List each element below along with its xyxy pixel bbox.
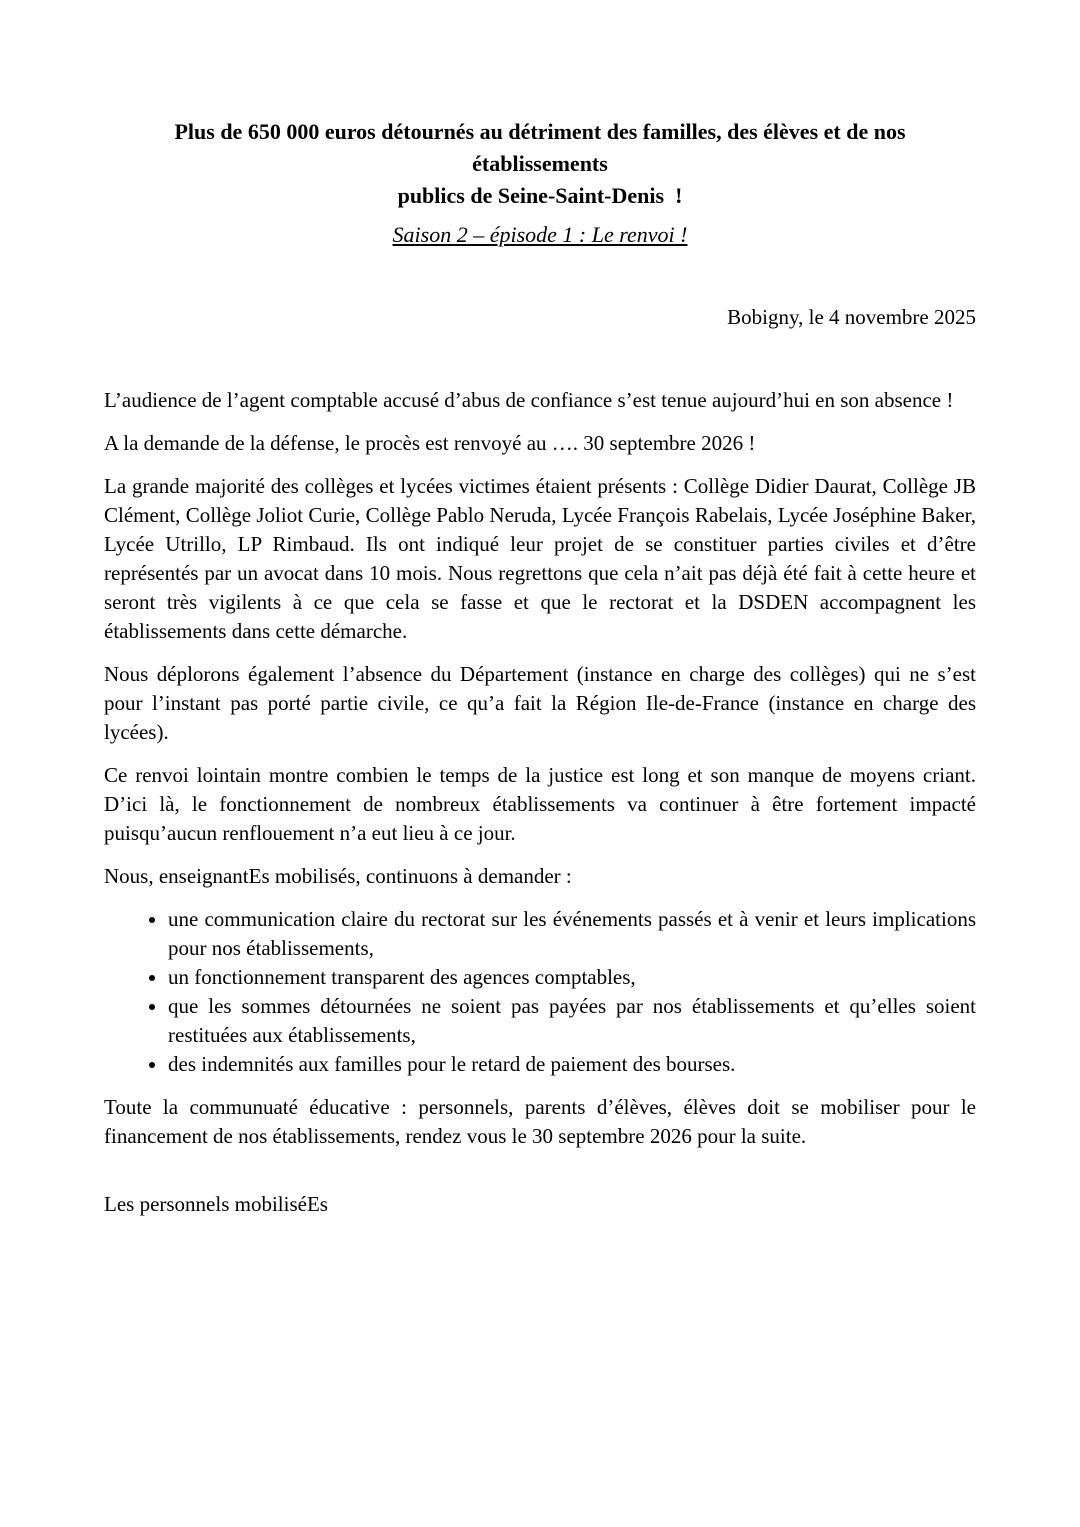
paragraph-mobilisation: Toute la communuaté éducative : personnels, parents d’élèves, élèves doit se mobiliser pour le financement de nos établissements, rendez vous le 30 septembre 2026 pour la suite. bbox=[104, 1095, 976, 1148]
paragraph-demandes-intro: Nous, enseignantEs mobilisés, continuons à demander : bbox=[104, 864, 572, 888]
demands-list bbox=[104, 905, 976, 1079]
title-line-2: publics de Seine-Saint-Denis ! bbox=[397, 183, 683, 208]
paragraph-etablissements-victimes: La grande majorité des collèges et lycées victimes étaient présents : Collège Didier Daurat, Collège JB Clément, Collège Joliot Curie, Collège Pablo Neruda, Lycée François Rabelais, Lycée Joséphine Baker, Lycée Utrillo, LP Rimbaud. Ils ont indiqué leur projet de se constituer parties civiles et d’être représentés par un avocat dans 10 mois. Nous regrettons que cela n’ait pas déjà été fait à cette heure et seront très vigilents à ce que cela se fasse et que le rectorat et la DSDEN accompagnent les établissements dans cette démarche. bbox=[104, 474, 976, 643]
dateline: Bobigny, le 4 novembre 2025 bbox=[727, 305, 976, 329]
demand-item-fonctionnement: • un fonctionnement transparent des agences comptables, bbox=[168, 963, 976, 992]
document-subtitle bbox=[104, 219, 976, 251]
demand-item-sommes: • que les sommes détournées ne soient pas payées par nos établissements et qu’elles soient restituées aux établissements, bbox=[168, 992, 976, 1050]
paragraph-justice: Ce renvoi lointain montre combien le temps de la justice est long et son manque de moyens criant. D’ici là, le fonctionnement de nombreux établissements va continuer à être fortement impacté puisqu’aucun renflouement n’a eut lieu à ce jour. bbox=[104, 763, 976, 845]
paragraph-audience: L’audience de l’agent comptable accusé d’abus de confiance s’est tenue aujourd’hui en son absence ! bbox=[104, 388, 954, 412]
subtitle-text: Saison 2 – épisode 1 : Le renvoi ! bbox=[392, 222, 688, 247]
paragraph-renvoi: A la demande de la défense, le procès est renvoyé au …. 30 septembre 2026 ! bbox=[104, 431, 756, 455]
signature: Les personnels mobiliséEs bbox=[104, 1192, 328, 1216]
title-line-1: Plus de 650 000 euros détournés au détriment des familles, des élèves et de nos établissements bbox=[174, 119, 912, 176]
paragraph-departement: Nous déplorons également l’absence du Département (instance en charge des collèges) qui ne s’est pour l’instant pas porté partie civile, ce qu’a fait la Région Ile-de-France (instance en charge des lycées). bbox=[104, 662, 976, 744]
demand-item-indemnites: • des indemnités aux familles pour le retard de paiement des bourses. bbox=[168, 1050, 976, 1079]
document-title bbox=[104, 116, 976, 212]
demand-item-communication: • une communication claire du rectorat sur les événements passés et à venir et leurs implications pour nos établissements, bbox=[168, 905, 976, 963]
